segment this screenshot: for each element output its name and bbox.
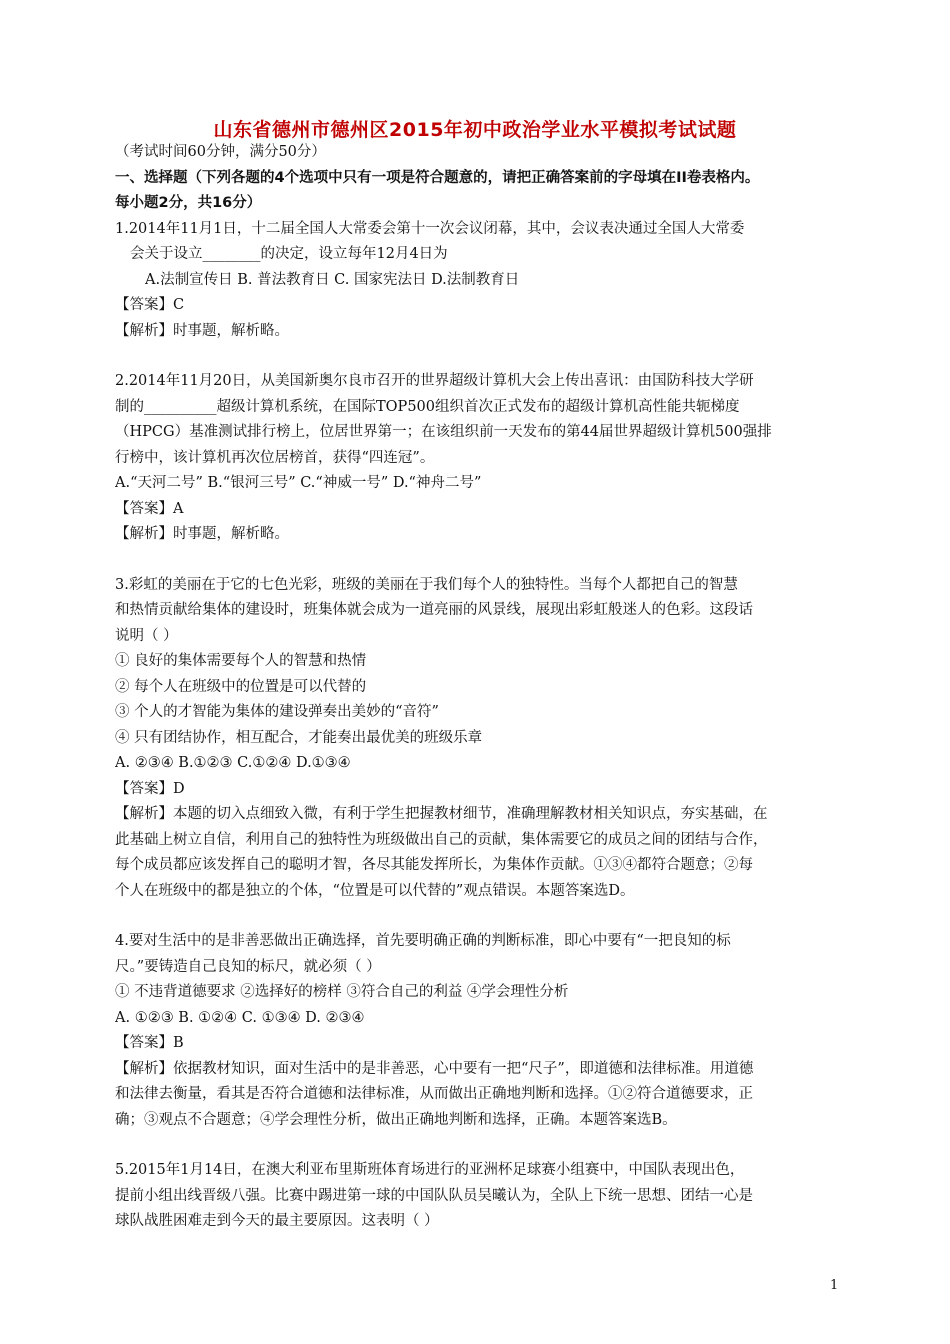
statement-list: ① 不违背道德要求 ②选择好的榜样 ③符合自己的利益 ④学会理性分析: [115, 984, 569, 1000]
question-options: A.法制宣传日 B. 普法教育日 C. 国家宪法日 D.法制教育日: [145, 271, 520, 288]
analysis-line: 此基础上树立自信，利用自己的独特性为班级做出自己的贡献，集体需要它的成员之间的团结与合作，: [115, 831, 768, 848]
question-3: [115, 573, 835, 905]
answer-line: 【答案】D: [115, 780, 185, 797]
analysis-line: 和法律去衡量，看其是否符合道德和法律标准，从而做出正确地判断和选择。①②符合道德要求，正: [115, 1086, 753, 1102]
question-stem-line: 1.2014年11月1日，十二届全国人大常委会第十一次会议闭幕，其中，会议表决通过全国人大常委: [115, 220, 745, 237]
answer-line: 【答案】C: [115, 297, 185, 313]
question-stem-line: 球队战胜困难走到今天的最主要原因。这表明（ ）: [115, 1213, 439, 1229]
question-stem-line: 和热情贡献给集体的建设时，班集体就会成为一道亮丽的风景线，展现出彩虹般迷人的色彩。这段话: [115, 602, 753, 618]
analysis-line: 【解析】时事题，解析略。: [115, 322, 289, 339]
analysis-line: 【解析】本题的切入点细致入微，有利于学生把握教材细节，准确理解教材相关知识点，夯实基础，在: [115, 806, 768, 822]
section-heading-cont: 每小题2分，共16分）: [115, 195, 262, 211]
question-stem-line: 说明（ ）: [115, 627, 178, 644]
page-number: 1: [830, 1278, 839, 1293]
question-options: A. ②③④ B.①②③ C.①②④ D.①③④: [115, 755, 351, 771]
question-stem-line: 3.彩虹的美丽在于它的七色光彩，班级的美丽在于我们每个人的独特性。当每个人都把自己的智慧: [115, 576, 738, 593]
analysis-line: 每个成员都应该发挥自己的聪明才智，各尽其能发挥所长，为集体作贡献。①③④都符合题意；②每: [115, 857, 753, 873]
analysis-line: 个人在班级中的都是独立的个体，“位置是可以代替的”观点错误。本题答案选D。: [115, 882, 635, 899]
question-options: A.“天河二号” B.“银河三号” C.“神威一号” D.“神舟二号”: [115, 475, 482, 491]
section-heading: 一、选择题（下列各题的4个选项中只有一项是符合题意的，请把正确答案前的字母填在II卷表格内。: [115, 169, 760, 186]
question-stem-line: 5.2015年1月14日，在澳大利亚布里斯班体育场进行的亚洲杯足球赛小组赛中，中国队表现出色，: [115, 1162, 745, 1178]
statement-2: ② 每个人在班级中的位置是可以代替的: [115, 678, 367, 695]
statement-1: ① 良好的集体需要每个人的智慧和热情: [115, 653, 367, 669]
question-5: [115, 1158, 835, 1235]
question-stem-line: 4.要对生活中的是非善恶做出正确选择，首先要明确正确的判断标准，即心中要有“一把良知的标: [115, 933, 731, 949]
document-body: [115, 140, 835, 1235]
question-stem-line: 2.2014年11月20日，从美国新奥尔良市召开的世界超级计算机大会上传出喜讯：由国防科技大学研: [115, 373, 754, 389]
question-stem-line: 尺。”要铸造自己良知的标尺，就必须（ ）: [115, 958, 381, 975]
question-stem-line: 行榜中，该计算机再次位居榜首，获得“四连冠”。: [115, 449, 435, 466]
question-stem-line: （HPCG）基准测试排行榜上，位居世界第一；在该组织前一天发布的第44届世界超级计算机500强排: [115, 424, 772, 440]
statement-3: ③ 个人的才智能为集体的建设弹奏出美妙的“音符”: [115, 704, 439, 720]
question-2: [115, 369, 835, 548]
answer-line: 【答案】B: [115, 1035, 184, 1051]
question-4: [115, 929, 835, 1133]
question-stem-line: 提前小组出线晋级八强。比赛中踢进第一球的中国队队员吴曦认为，全队上下统一思想、团结一心是: [115, 1187, 753, 1204]
question-stem-line: 会关于设立________的决定，设立每年12月4日为: [130, 246, 448, 262]
answer-line: 【答案】A: [115, 500, 184, 517]
page-title: 山东省德州市德州区2015年初中政治学业水平模拟考试试题: [213, 119, 737, 141]
question-options: A. ①②③ B. ①②④ C. ①③④ D. ②③④: [115, 1009, 365, 1026]
analysis-line: 确；③观点不合题意；④学会理性分析，做出正确地判断和选择，正确。本题答案选B。: [115, 1111, 677, 1128]
exam-info: （考试时间60分钟，满分50分）: [115, 144, 326, 160]
question-stem-line: 制的__________超级计算机系统，在国际TOP500组织首次正式发布的超级计算机高性能共轭梯度: [115, 398, 740, 415]
analysis-line: 【解析】依据教材知识，面对生活中的是非善恶，心中要有一把“尺子”，即道德和法律标准。用道德: [115, 1060, 754, 1077]
analysis-line: 【解析】时事题，解析略。: [115, 526, 289, 542]
question-1: [115, 217, 835, 345]
statement-4: ④ 只有团结协作，相互配合，才能奏出最优美的班级乐章: [115, 729, 483, 746]
